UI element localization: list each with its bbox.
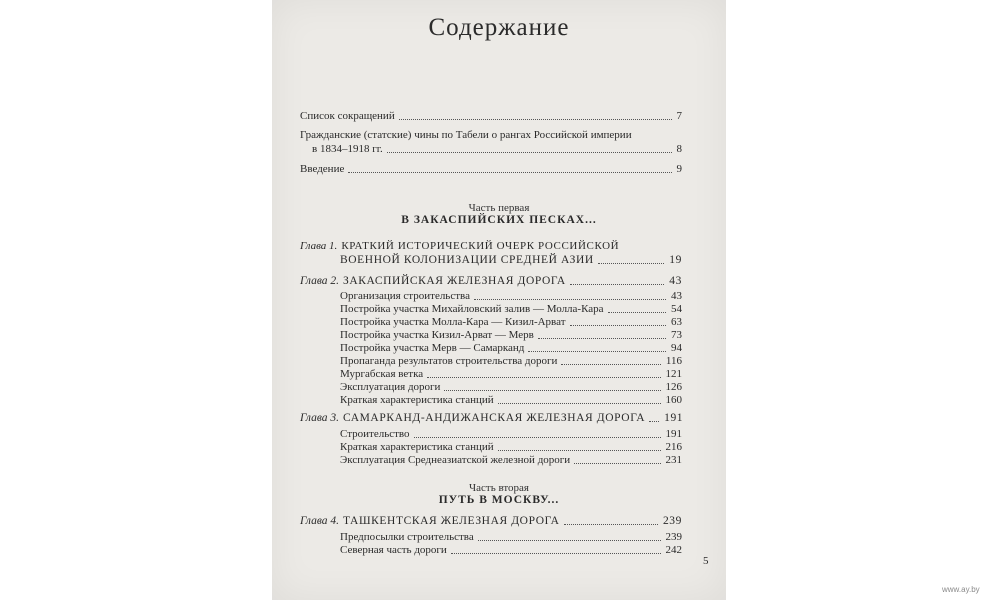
toc-page-number: 231	[665, 454, 682, 466]
toc-page-number: 160	[665, 394, 682, 406]
toc-page-number: 19	[669, 254, 682, 266]
section-title: Организация строительства	[340, 290, 470, 302]
chapter-label: Глава 1.	[300, 240, 338, 252]
toc-page-number: 242	[665, 544, 682, 556]
section-title: Постройка участка Мерв — Самарканд	[340, 342, 525, 354]
section-title: Эксплуатация Среднеазиатской железной дороги	[340, 454, 571, 466]
toc-page-number: 116	[665, 355, 682, 367]
section-title: Пропаганда результатов строительства дороги	[340, 355, 558, 367]
section-entry	[340, 428, 682, 441]
section-title: Мургабская ветка	[340, 368, 424, 380]
dot-leader	[498, 450, 661, 451]
section-entry	[340, 329, 682, 342]
part-caption: Часть первая	[468, 202, 530, 214]
chapter-title: ТАШКЕНТСКАЯ ЖЕЛЕЗНАЯ ДОРОГА	[343, 515, 560, 527]
chapter-title: ЗАКАСПИЙСКАЯ ЖЕЛЕЗНАЯ ДОРОГА	[343, 275, 566, 287]
toc-entry-text: Введение	[300, 163, 345, 175]
section-title: Краткая характеристика станций	[340, 441, 494, 453]
section-entry	[340, 303, 682, 316]
toc-page-number: 191	[664, 412, 684, 424]
section-entry	[340, 355, 682, 368]
dot-leader	[348, 172, 671, 173]
toc-entry-introduction	[300, 163, 682, 176]
chapter-label: Глава 2.	[300, 275, 339, 287]
toc-entry-abbreviations	[300, 110, 682, 123]
toc-page-number: 43	[669, 275, 682, 287]
watermark: www.ay.by	[942, 585, 980, 594]
page-number: 5	[703, 555, 709, 567]
toc-page-number: 94	[671, 342, 682, 354]
section-title: Постройка участка Кизил-Арват — Мерв	[340, 329, 534, 341]
section-title: Постройка участка Михайловский залив — Молла-Кара	[340, 303, 604, 315]
dot-leader	[478, 540, 661, 541]
toc-page-number: 239	[662, 515, 682, 527]
section-entry	[340, 531, 682, 544]
dot-leader	[498, 403, 661, 404]
dot-leader	[570, 284, 665, 285]
toc-page-number: 7	[676, 110, 682, 122]
section-title: Предпосылки строительства	[340, 531, 474, 543]
dot-leader	[474, 299, 666, 300]
dot-leader	[444, 390, 660, 391]
section-entry	[340, 368, 682, 381]
dot-leader	[649, 421, 659, 422]
part-title: ПУТЬ В МОСКВУ...	[438, 494, 560, 506]
toc-page-number: 191	[665, 428, 682, 440]
dot-leader	[414, 437, 661, 438]
chapter-2	[300, 275, 682, 288]
section-entry	[340, 290, 682, 303]
section-title: Эксплуатация дороги	[340, 381, 441, 393]
toc-page-number: 9	[676, 163, 682, 175]
dot-leader	[561, 364, 661, 365]
toc-entry-text: в 1834–1918 гг.	[312, 143, 383, 155]
toc-entry-ranks-line1: Гражданские (статские) чины по Табели о рангах Российской империи	[300, 129, 632, 141]
toc-page-number: 54	[671, 303, 682, 315]
section-entry	[340, 394, 682, 407]
chapter-4	[300, 515, 682, 528]
dot-leader	[570, 325, 667, 326]
dot-leader	[598, 263, 664, 264]
toc-entry-ranks	[312, 143, 682, 156]
chapter-3	[300, 412, 682, 425]
page-title: Содержание	[428, 14, 570, 41]
toc-page-number: 73	[671, 329, 682, 341]
dot-leader	[574, 463, 660, 464]
dot-leader	[608, 312, 666, 313]
toc-page-number: 126	[665, 381, 682, 393]
dot-leader	[387, 152, 672, 153]
chapter-1	[340, 254, 682, 267]
toc-page-number: 43	[671, 290, 682, 302]
chapter-1-line1	[300, 240, 619, 253]
chapter-label: Глава 3.	[300, 412, 339, 424]
dot-leader	[399, 119, 672, 120]
section-entry	[340, 381, 682, 394]
section-entry	[340, 342, 682, 355]
section-entry	[340, 454, 682, 467]
dot-leader	[451, 553, 661, 554]
toc-entry-text: Список сокращений	[300, 110, 395, 122]
dot-leader	[564, 524, 658, 525]
section-title: Краткая характеристика станций	[340, 394, 494, 406]
chapter-title: КРАТКИЙ ИСТОРИЧЕСКИЙ ОЧЕРК РОССИЙСКОЙ	[341, 240, 620, 252]
chapter-title: ВОЕННОЙ КОЛОНИЗАЦИИ СРЕДНЕЙ АЗИИ	[340, 254, 594, 266]
chapter-title: САМАРКАНД-АНДИЖАНСКАЯ ЖЕЛЕЗНАЯ ДОРОГА	[343, 412, 646, 424]
section-entry	[340, 544, 682, 557]
section-title: Северная часть дороги	[340, 544, 447, 556]
part-caption: Часть вторая	[468, 482, 529, 494]
section-title: Постройка участка Молла-Кара — Кизил-Арват	[340, 316, 566, 328]
section-title: Строительство	[340, 428, 410, 440]
dot-leader	[538, 338, 666, 339]
dot-leader	[427, 377, 660, 378]
book-page	[272, 0, 726, 600]
section-entry	[340, 316, 682, 329]
toc-page-number: 239	[665, 531, 682, 543]
chapter-label: Глава 4.	[300, 515, 339, 527]
toc-page-number: 8	[676, 143, 682, 155]
part-title: В ЗАКАСПИЙСКИХ ПЕСКАХ...	[401, 214, 597, 226]
toc-page-number: 121	[665, 368, 682, 380]
toc-page-number: 63	[671, 316, 682, 328]
toc-page-number: 216	[665, 441, 682, 453]
dot-leader	[528, 351, 666, 352]
section-entry	[340, 441, 682, 454]
